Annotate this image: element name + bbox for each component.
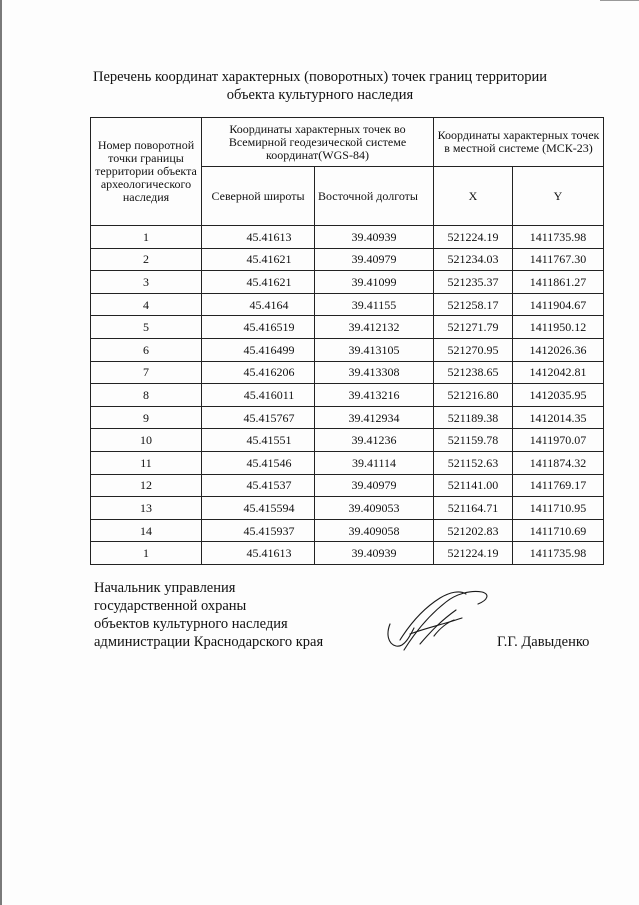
signatory-line-3: объектов культурного наследия (94, 616, 288, 632)
cell-latitude: 45.415767 (202, 406, 315, 429)
cell-x: 521152.63 (434, 451, 513, 474)
table-row (91, 338, 604, 361)
cell-y: 1411861.27 (513, 271, 604, 294)
table-row (91, 361, 604, 384)
cell-y: 1411710.95 (513, 497, 604, 520)
cell-x: 521189.38 (434, 406, 513, 429)
cell-y: 1411769.17 (513, 474, 604, 497)
cell-point-number: 12 (91, 474, 202, 497)
cell-x: 521271.79 (434, 316, 513, 339)
cell-longitude: 39.40979 (315, 474, 434, 497)
header-point-number: Номер поворотной точки границы территории объекта археологического наследия (91, 118, 202, 226)
header-x: X (434, 167, 513, 226)
cell-point-number: 10 (91, 429, 202, 452)
table-row (91, 429, 604, 452)
header-msk23: Координаты характерных точек в местной системе (МСК-23) (434, 118, 604, 167)
cell-latitude: 45.41613 (202, 226, 315, 249)
cell-x: 521258.17 (434, 293, 513, 316)
cell-point-number: 11 (91, 451, 202, 474)
cell-x: 521224.19 (434, 542, 513, 565)
cell-longitude: 39.41114 (315, 451, 434, 474)
cell-y: 1411767.30 (513, 248, 604, 271)
cell-latitude: 45.416206 (202, 361, 315, 384)
cell-longitude: 39.40979 (315, 248, 434, 271)
cell-latitude: 45.41613 (202, 542, 315, 565)
coordinates-table-body (91, 226, 604, 565)
table-row (91, 384, 604, 407)
cell-latitude: 45.41537 (202, 474, 315, 497)
cell-longitude: 39.40939 (315, 542, 434, 565)
cell-y: 1411874.32 (513, 451, 604, 474)
cell-y: 1411735.98 (513, 226, 604, 249)
cell-x: 521234.03 (434, 248, 513, 271)
table-row (91, 271, 604, 294)
cell-longitude: 39.413105 (315, 338, 434, 361)
cell-point-number: 7 (91, 361, 202, 384)
cell-point-number: 2 (91, 248, 202, 271)
cell-x: 521224.19 (434, 226, 513, 249)
cell-latitude: 45.41621 (202, 271, 315, 294)
cell-point-number: 8 (91, 384, 202, 407)
cell-longitude: 39.41236 (315, 429, 434, 452)
table-row (91, 497, 604, 520)
cell-longitude: 39.409058 (315, 519, 434, 542)
table-row (91, 451, 604, 474)
cell-y: 1412042.81 (513, 361, 604, 384)
cell-x: 521202.83 (434, 519, 513, 542)
scan-edge-top (600, 0, 639, 1)
table-row (91, 519, 604, 542)
cell-point-number: 3 (91, 271, 202, 294)
coordinates-table (90, 117, 604, 565)
signatory-line-4: администрации Краснодарского края (94, 634, 324, 650)
cell-x: 521159.78 (434, 429, 513, 452)
cell-latitude: 45.416519 (202, 316, 315, 339)
cell-y: 1411735.98 (513, 542, 604, 565)
cell-point-number: 13 (91, 497, 202, 520)
cell-x: 521270.95 (434, 338, 513, 361)
cell-latitude: 45.416011 (202, 384, 315, 407)
cell-longitude: 39.409053 (315, 497, 434, 520)
signatory-line-1: Начальник управления (94, 580, 236, 596)
cell-x: 521235.37 (434, 271, 513, 294)
table-row (91, 542, 604, 565)
cell-latitude: 45.4164 (202, 293, 315, 316)
cell-latitude: 45.41621 (202, 248, 315, 271)
signatory-line-2: государственной охраны (94, 598, 247, 614)
cell-longitude: 39.412132 (315, 316, 434, 339)
cell-y: 1412014.35 (513, 406, 604, 429)
cell-x: 521164.71 (434, 497, 513, 520)
table-row (91, 293, 604, 316)
cell-latitude: 45.41551 (202, 429, 315, 452)
header-longitude: Восточной долготы (315, 167, 434, 226)
cell-longitude: 39.40939 (315, 226, 434, 249)
cell-y: 1411710.69 (513, 519, 604, 542)
header-y: Y (513, 167, 604, 226)
header-latitude: Северной широты (202, 167, 315, 226)
cell-point-number: 4 (91, 293, 202, 316)
cell-point-number: 1 (91, 542, 202, 565)
cell-x: 521238.65 (434, 361, 513, 384)
cell-longitude: 39.412934 (315, 406, 434, 429)
document-title (60, 68, 580, 104)
handwritten-signature-icon (380, 584, 492, 652)
cell-y: 1411970.07 (513, 429, 604, 452)
cell-point-number: 1 (91, 226, 202, 249)
table-row (91, 248, 604, 271)
cell-y: 1411904.67 (513, 293, 604, 316)
cell-longitude: 39.41155 (315, 293, 434, 316)
cell-point-number: 9 (91, 406, 202, 429)
table-row (91, 406, 604, 429)
title-line-1: Перечень координат характерных (поворотных) точек границ территории (92, 69, 548, 85)
cell-longitude: 39.413308 (315, 361, 434, 384)
cell-point-number: 14 (91, 519, 202, 542)
table-row (91, 226, 604, 249)
table-row (91, 474, 604, 497)
cell-latitude: 45.416499 (202, 338, 315, 361)
cell-x: 521216.80 (434, 384, 513, 407)
cell-latitude: 45.41546 (202, 451, 315, 474)
cell-y: 1412035.95 (513, 384, 604, 407)
cell-y: 1411950.12 (513, 316, 604, 339)
title-line-2: объекта культурного наследия (226, 87, 414, 103)
cell-longitude: 39.413216 (315, 384, 434, 407)
signatory-position (94, 579, 323, 651)
cell-latitude: 45.415937 (202, 519, 315, 542)
cell-point-number: 6 (91, 338, 202, 361)
cell-point-number: 5 (91, 316, 202, 339)
table-row (91, 316, 604, 339)
cell-y: 1412026.36 (513, 338, 604, 361)
signatory-name: Г.Г. Давыденко (497, 634, 590, 650)
header-wgs84: Координаты характерных точек во Всемирной геодезической системе координат(WGS-84) (202, 118, 434, 167)
cell-x: 521141.00 (434, 474, 513, 497)
cell-latitude: 45.415594 (202, 497, 315, 520)
scan-edge (0, 0, 2, 905)
cell-longitude: 39.41099 (315, 271, 434, 294)
